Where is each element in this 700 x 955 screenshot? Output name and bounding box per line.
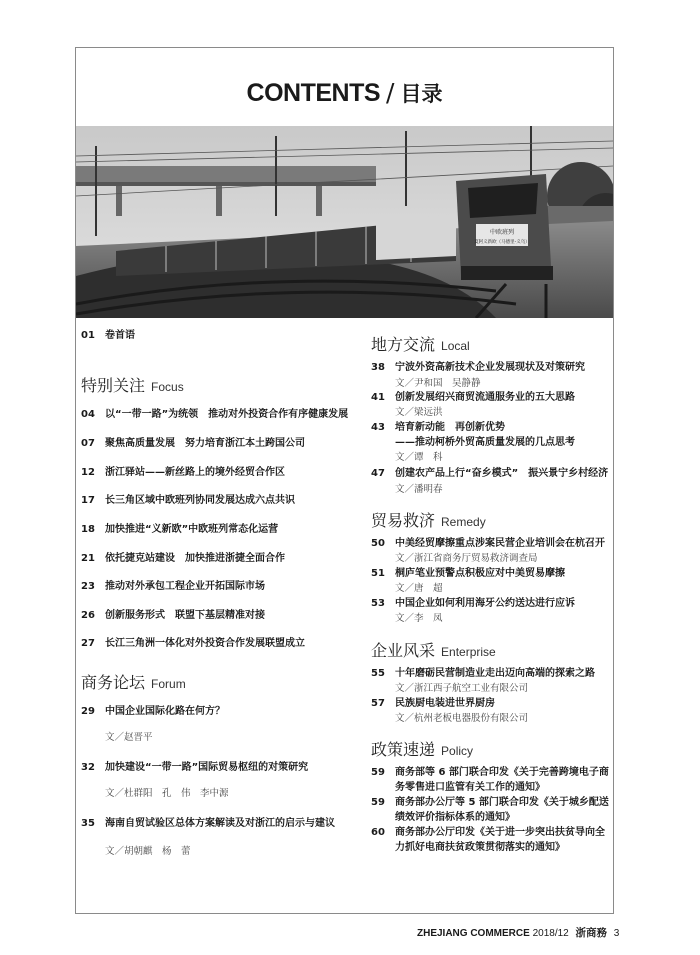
section-title-cn: 政策速递 [371, 740, 436, 759]
page-number: 35 [81, 818, 95, 829]
train-plate-line2: 夏阿义新欧（马德里-义乌） [474, 240, 530, 245]
entry-author: 文／浙江西子航空工业有限公司 [395, 683, 529, 694]
entry-title: 创建农产品上行“奋乡模式” 振兴景宁乡村经济 [395, 468, 609, 479]
train-illustration [76, 126, 613, 318]
page-number: 51 [371, 568, 385, 579]
entry-title: 商务部办公厅印发《关于进一步突出扶贫导向全 [395, 827, 605, 838]
toc-entry[interactable] [81, 637, 305, 651]
entry-title-continued: 力抓好电商扶贫政策贯彻落实的通知》 [395, 842, 565, 853]
entry-title: 培育新动能 再创新优势 [395, 422, 505, 433]
page-number: 18 [81, 524, 95, 535]
entry-title: 中美经贸摩擦重点涉案民营企业培训会在杭召开 [395, 538, 605, 549]
cover-photo-train [76, 126, 613, 318]
page-number: 50 [371, 538, 385, 549]
section-heading-local [371, 335, 470, 356]
section-title-en: Forum [151, 677, 186, 691]
page-number: 55 [371, 668, 385, 679]
section-title-en: Focus [151, 380, 184, 394]
toc-entry[interactable] [81, 552, 285, 566]
section-title-cn: 企业风采 [371, 641, 436, 660]
section-title-en: Remedy [441, 515, 486, 529]
toc-entry[interactable] [81, 580, 265, 594]
entry-author: 文／赵晋平 [105, 732, 153, 743]
toc-entry[interactable] [371, 567, 565, 581]
entry-title: 商务部等 6 部门联合印发《关于完善跨境电子商 [395, 767, 609, 778]
entry-author: 文／唐 超 [395, 583, 443, 594]
entry-title: 卷首语 [105, 330, 135, 341]
entry-title: 商务部办公厅等 5 部门联合印发《关于城乡配送 [395, 797, 609, 808]
section-heading-forum [81, 673, 186, 694]
entry-title: 长江三角洲一体化对外投资合作发展联盟成立 [105, 638, 305, 649]
page-number: 23 [81, 581, 95, 592]
toc-entry[interactable] [81, 437, 305, 451]
entry-title: 桐庐笔业预警点积极应对中美贸易摩擦 [395, 568, 565, 579]
toc-entry[interactable] [81, 705, 225, 719]
page-number: 01 [81, 330, 95, 341]
page-number: 60 [371, 827, 385, 838]
title-separator: / [386, 78, 395, 107]
section-heading-policy [371, 740, 473, 761]
page-number: 21 [81, 553, 95, 564]
toc-entry[interactable] [371, 766, 609, 780]
page-number: 59 [371, 767, 385, 778]
entry-subtitle: ——推动柯桥外贸高质量发展的几点思考 [395, 437, 575, 448]
page-number-footer: 3 [613, 928, 620, 939]
entry-title: 加快建设“一带一路”国际贸易枢纽的对策研究 [105, 762, 309, 773]
toc-entry[interactable] [371, 697, 495, 711]
toc-entry[interactable] [371, 361, 585, 375]
section-heading-remedy [371, 511, 486, 532]
section-title-cn: 商务论坛 [81, 673, 146, 692]
entry-author: 文／杜群阳 孔 伟 李中源 [105, 788, 229, 799]
entry-title-continued: 务零售进口监管有关工作的通知》 [395, 782, 545, 793]
entry-author: 文／梁远洪 [395, 407, 443, 418]
entry-author: 文／李 凤 [395, 613, 443, 624]
entry-title: 创新服务形式 联盟下基层精准对接 [105, 610, 265, 621]
section-heading-enterprise [371, 641, 496, 662]
entry-title: 十年磨砺民营制造业走出迈向高端的探索之路 [395, 668, 595, 679]
entry-title: 中国企业如何利用海牙公约送达进行应诉 [395, 598, 575, 609]
entry-author: 文／潘明春 [395, 484, 443, 495]
entry-title: 以“一带一路”为统领 推动对外投资合作有序健康发展 [105, 409, 349, 420]
section-title-cn: 特别关注 [81, 376, 146, 395]
toc-entry[interactable] [81, 466, 285, 480]
section-title-cn: 贸易救济 [371, 511, 436, 530]
page-number: 41 [371, 392, 385, 403]
page-number: 04 [81, 409, 95, 420]
page-title [76, 78, 613, 108]
entry-title: 长三角区域中欧班列协同发展达成六点共识 [105, 495, 295, 506]
entry-title: 民族厨电装进世界厨房 [395, 698, 495, 709]
entry-title-continued: 绩效评价指标体系的通知》 [395, 812, 515, 823]
toc-entry[interactable] [81, 408, 348, 422]
issue-date: 2018/12 [532, 928, 569, 939]
page-number: 43 [371, 422, 385, 433]
entry-author: 文／胡朝麒 杨 蕾 [105, 846, 191, 857]
toc-entry[interactable] [81, 761, 308, 775]
train-plate-line1: 中欧班列 [489, 229, 515, 236]
toc-entry[interactable] [371, 391, 575, 405]
toc-entry[interactable] [371, 421, 505, 435]
page-number: 27 [81, 638, 95, 649]
toc-entry[interactable] [371, 667, 595, 681]
entry-title: 海南自贸试验区总体方案解读及对浙江的启示与建议 [105, 818, 335, 829]
toc-entry[interactable] [371, 597, 575, 611]
toc-entry[interactable] [371, 796, 609, 810]
entry-author: 文／浙江省商务厅贸易救济调查局 [395, 553, 538, 564]
entry-title: 创新发展绍兴商贸流通服务业的五大思路 [395, 392, 575, 403]
section-title-en: Enterprise [441, 645, 496, 659]
page-number: 59 [371, 797, 385, 808]
page-number: 17 [81, 495, 95, 506]
section-title-en: Policy [441, 744, 474, 758]
entry-title: 聚焦高质量发展 努力培育浙江本土跨国公司 [105, 438, 305, 449]
page-number: 07 [81, 438, 95, 449]
entry-title: 中国企业国际化路在何方？ [105, 706, 225, 717]
toc-entry[interactable] [81, 329, 135, 343]
entry-author: 文／杭州老板电器股份有限公司 [395, 713, 529, 724]
page-number: 29 [81, 706, 95, 717]
entry-title: 浙江驿站——新丝路上的境外经贸合作区 [105, 467, 285, 478]
entry-author: 文／尹和国 吴静静 [395, 378, 481, 389]
page-number: 53 [371, 598, 385, 609]
toc-entry[interactable] [81, 494, 295, 508]
magazine-name: ZHEJIANG COMMERCE [417, 928, 530, 939]
entry-title: 推动对外承包工程企业开拓国际市场 [105, 581, 265, 592]
toc-entry[interactable] [371, 537, 605, 551]
toc-entry[interactable] [81, 609, 265, 623]
entry-author: 文／谭 科 [395, 452, 443, 463]
toc-entry[interactable] [371, 467, 608, 481]
section-title-cn: 地方交流 [371, 335, 436, 354]
title-en: CONTENTS [246, 79, 381, 107]
page-number: 38 [371, 362, 385, 373]
page-number: 12 [81, 467, 95, 478]
entry-title: 加快推进“义新欧”中欧班列常态化运营 [105, 524, 279, 535]
entry-title: 宁波外资高新技术企业发展现状及对策研究 [395, 362, 585, 373]
title-cn: 目录 [400, 82, 443, 106]
page-number: 32 [81, 762, 95, 773]
page-number: 47 [371, 468, 385, 479]
toc-entry[interactable] [371, 826, 605, 840]
entry-title: 依托捷克站建设 加快推进浙捷全面合作 [105, 553, 285, 564]
page-number: 57 [371, 698, 385, 709]
magazine-logo: 浙商務 [575, 927, 608, 939]
toc-entry[interactable] [81, 817, 335, 831]
section-heading-focus [81, 376, 184, 397]
toc-entry[interactable] [81, 523, 278, 537]
page-number: 26 [81, 610, 95, 621]
section-title-en: Local [441, 339, 470, 353]
page-footer [417, 925, 619, 940]
